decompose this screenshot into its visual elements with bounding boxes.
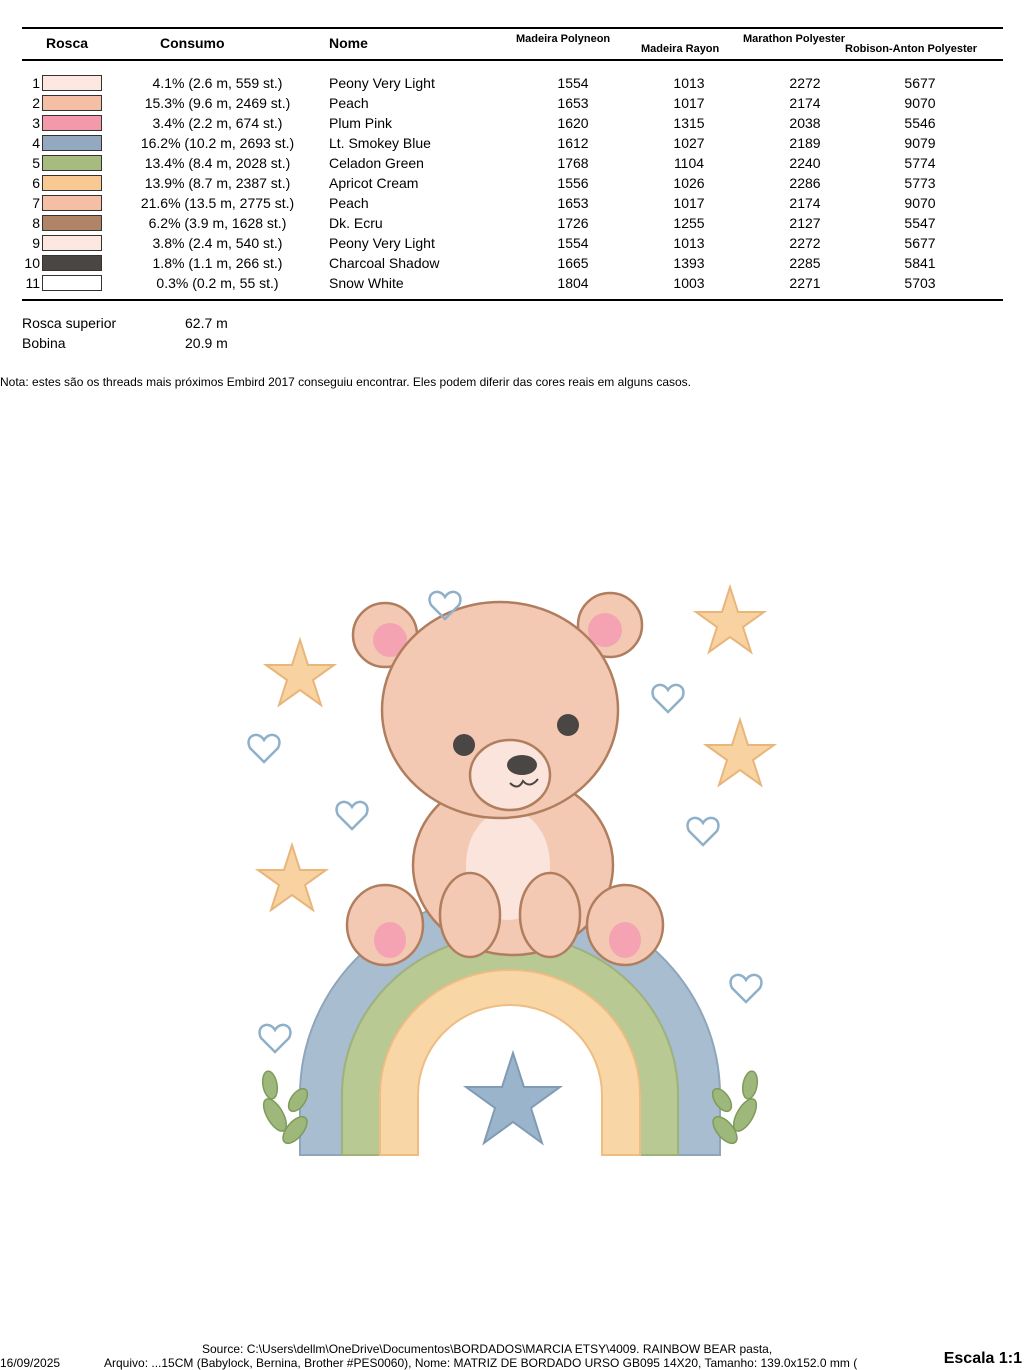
madeira-polyneon-code: 1726 [557, 215, 589, 231]
madeira-polyneon-code: 1620 [557, 115, 589, 131]
marathon-polyester-code: 2174 [789, 195, 821, 211]
thread-row [0, 274, 1024, 294]
thread-name: Peony Very Light [329, 235, 435, 251]
madeira-rayon-code: 1017 [673, 195, 705, 211]
thread-color-swatch [42, 95, 102, 111]
thread-consumption: 3.8% (2.4 m, 540 st.) [152, 235, 283, 251]
madeira-rayon-code: 1393 [673, 255, 705, 271]
marathon-polyester-code: 2286 [789, 175, 821, 191]
madeira-rayon-code: 1003 [673, 275, 705, 291]
thread-number: 8 [32, 215, 40, 231]
bear [347, 593, 663, 965]
table-top-rule [22, 27, 1003, 29]
heart-outline [260, 1025, 291, 1052]
marathon-polyester-code: 2127 [789, 215, 821, 231]
thread-number: 4 [32, 135, 40, 151]
thread-row [0, 234, 1024, 254]
madeira-polyneon-code: 1804 [557, 275, 589, 291]
robison-anton-code: 5677 [904, 75, 936, 91]
marathon-polyester-code: 2038 [789, 115, 821, 131]
thread-color-swatch [42, 275, 102, 291]
thread-note: Nota: estes são os threads mais próximos Embird 2017 conseguiu encontrar. Eles podem diferir das cores reais em alguns casos. [0, 375, 692, 389]
marathon-polyester-code: 2174 [789, 95, 821, 111]
thread-name: Celadon Green [329, 155, 424, 171]
madeira-rayon-code: 1013 [673, 235, 705, 251]
thread-number: 2 [32, 95, 40, 111]
thread-consumption: 4.1% (2.6 m, 559 st.) [152, 75, 283, 91]
thread-color-swatch [42, 215, 102, 231]
heart-outline [337, 802, 368, 829]
bobina-label: Bobina [22, 335, 66, 351]
thread-consumption: 16.2% (10.2 m, 2693 st.) [140, 135, 295, 151]
thread-name: Charcoal Shadow [329, 255, 440, 271]
bear-arm-right [520, 873, 580, 957]
robison-anton-code: 5773 [904, 175, 936, 191]
madeira-polyneon-code: 1665 [557, 255, 589, 271]
thread-name: Peach [329, 95, 369, 111]
thread-color-swatch [42, 135, 102, 151]
marathon-polyester-code: 2189 [789, 135, 821, 151]
robison-anton-code: 5703 [904, 275, 936, 291]
header-madeira-rayon: Madeira Rayon [641, 43, 720, 55]
robison-anton-code: 5677 [904, 235, 936, 251]
madeira-polyneon-code: 1556 [557, 175, 589, 191]
star-apricot [706, 720, 774, 785]
thread-consumption: 21.6% (13.5 m, 2775 st.) [140, 195, 295, 211]
bobina-value: 20.9 m [185, 335, 228, 351]
thread-row [0, 254, 1024, 274]
madeira-rayon-code: 1255 [673, 215, 705, 231]
madeira-polyneon-code: 1653 [557, 95, 589, 111]
thread-row [0, 134, 1024, 154]
marathon-polyester-code: 2272 [789, 235, 821, 251]
thread-consumption: 0.3% (0.2 m, 55 st.) [156, 275, 279, 291]
robison-anton-code: 9070 [904, 95, 936, 111]
thread-color-swatch [42, 195, 102, 211]
thread-consumption: 1.8% (1.1 m, 266 st.) [152, 255, 283, 271]
thread-number: 1 [32, 75, 40, 91]
star-apricot [696, 587, 764, 652]
thread-number: 10 [24, 255, 40, 271]
header-consumo: Consumo [160, 35, 225, 51]
marathon-polyester-code: 2271 [789, 275, 821, 291]
madeira-rayon-code: 1315 [673, 115, 705, 131]
footer-arquivo: Arquivo: ...15CM (Babylock, Bernina, Brother #PES0060), Nome: MATRIZ DE BORDADO URSO GB095 14X20, Tamanho: 139.0x152.0 mm ( [104, 1356, 858, 1370]
header-rosca: Rosca [46, 35, 89, 51]
thread-number: 7 [32, 195, 40, 211]
thread-consumption: 6.2% (3.9 m, 1628 st.) [148, 215, 287, 231]
robison-anton-code: 5546 [904, 115, 936, 131]
marathon-polyester-code: 2272 [789, 75, 821, 91]
bear-arm-left [440, 873, 500, 957]
bear-nose [507, 755, 537, 775]
madeira-polyneon-code: 1768 [557, 155, 589, 171]
thread-number: 3 [32, 115, 40, 131]
thread-row [0, 214, 1024, 234]
madeira-rayon-code: 1026 [673, 175, 705, 191]
thread-color-swatch [42, 255, 102, 271]
footer-source: Source: C:\Users\dellm\OneDrive\Documentos\BORDADOS\MARCIA ETSY\4009. RAINBOW BEAR pasta, [202, 1342, 773, 1356]
star-blue [466, 1053, 560, 1143]
heart-outline [731, 975, 762, 1002]
thread-consumption: 13.4% (8.4 m, 2028 st.) [144, 155, 291, 171]
thread-name: Lt. Smokey Blue [329, 135, 431, 151]
thread-number: 6 [32, 175, 40, 191]
thread-number: 9 [32, 235, 40, 251]
thread-consumption: 13.9% (8.7 m, 2387 st.) [144, 175, 291, 191]
embroidery-design-preview [240, 575, 780, 1175]
star-apricot [258, 845, 326, 910]
thread-name: Snow White [329, 275, 404, 291]
robison-anton-code: 5774 [904, 155, 936, 171]
heart-outline [249, 735, 280, 762]
table-bottom-rule [22, 299, 1003, 301]
thread-color-swatch [42, 175, 102, 191]
thread-color-swatch [42, 235, 102, 251]
madeira-rayon-code: 1017 [673, 95, 705, 111]
thread-consumption: 15.3% (9.6 m, 2469 st.) [144, 95, 291, 111]
thread-row [0, 154, 1024, 174]
thread-row [0, 174, 1024, 194]
madeira-polyneon-code: 1612 [557, 135, 589, 151]
bear-eye-right [557, 714, 579, 736]
madeira-rayon-code: 1027 [673, 135, 705, 151]
robison-anton-code: 5841 [904, 255, 936, 271]
robison-anton-code: 5547 [904, 215, 936, 231]
header-nome: Nome [329, 35, 368, 51]
rosca-superior-value: 62.7 m [185, 315, 228, 331]
thread-consumption: 3.4% (2.2 m, 674 st.) [152, 115, 283, 131]
thread-row [0, 94, 1024, 114]
thread-row [0, 194, 1024, 214]
bear-muzzle [470, 740, 550, 810]
robison-anton-code: 9079 [904, 135, 936, 151]
madeira-polyneon-code: 1554 [557, 235, 589, 251]
thread-number: 11 [25, 275, 40, 291]
star-apricot [266, 640, 334, 705]
madeira-rayon-code: 1013 [673, 75, 705, 91]
heart-outline [688, 818, 719, 845]
marathon-polyester-code: 2240 [789, 155, 821, 171]
madeira-rayon-code: 1104 [673, 155, 705, 171]
thread-name: Apricot Cream [329, 175, 419, 191]
robison-anton-code: 9070 [904, 195, 936, 211]
thread-name: Plum Pink [329, 115, 393, 131]
table-header-rule [22, 59, 1003, 61]
thread-color-swatch [42, 115, 102, 131]
heart-outline [653, 685, 684, 712]
thread-row [0, 74, 1024, 94]
thread-number: 5 [32, 155, 40, 171]
footer-scale: Escala 1:1 [943, 1350, 1022, 1367]
thread-color-swatch [42, 155, 102, 171]
thread-name: Peach [329, 195, 369, 211]
header-robison-anton-polyester: Robison-Anton Polyester [845, 43, 978, 55]
header-madeira-polyneon: Madeira Polyneon [516, 33, 611, 45]
bear-eye-left [453, 734, 475, 756]
header-marathon-polyester: Marathon Polyester [743, 33, 846, 45]
thread-color-swatch [42, 75, 102, 91]
thread-name: Peony Very Light [329, 75, 435, 91]
madeira-polyneon-code: 1653 [557, 195, 589, 211]
rosca-superior-label: Rosca superior [22, 315, 117, 331]
thread-row [0, 114, 1024, 134]
footer-date: 16/09/2025 [0, 1356, 61, 1370]
madeira-polyneon-code: 1554 [557, 75, 589, 91]
marathon-polyester-code: 2285 [789, 255, 821, 271]
thread-name: Dk. Ecru [329, 215, 383, 231]
